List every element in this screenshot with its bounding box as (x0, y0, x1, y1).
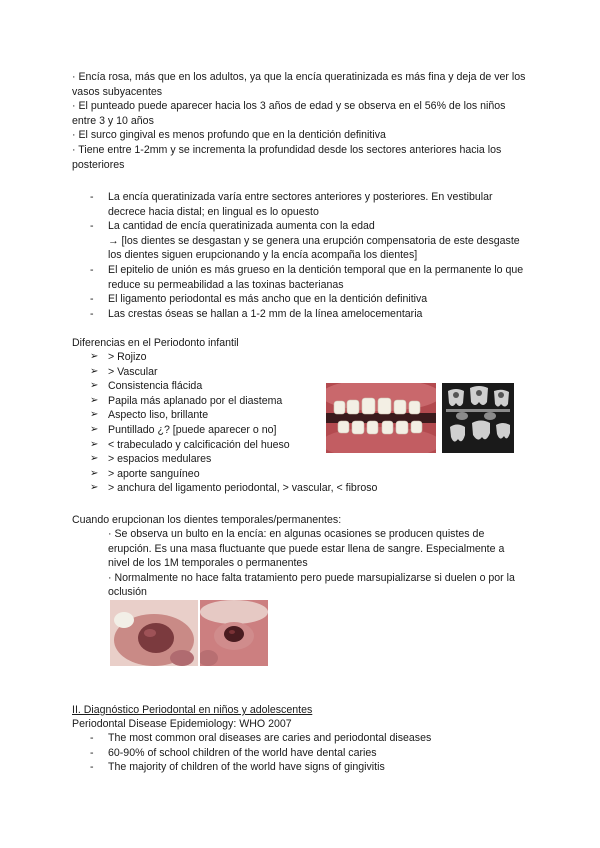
list-item: ➢ > Vascular (90, 365, 158, 378)
list-item: - Las crestas óseas se hallan a 1-2 mm de la línea amelocementaria (90, 307, 530, 322)
list-item: - La encía queratinizada varía entre sectores anteriores y posteriores. En vestibular decrece hacia distal; en lingual es lo opuesto (90, 190, 530, 219)
who-dash-list (90, 731, 530, 775)
erupcion-point: · Se observa un bulto en la encía: en algunas ocasiones se producen quistes de erupción. Es una masa fluctuante que puede estar llena de sangre. Especialmente a nivel de los 1M temporales o permanentes (108, 528, 505, 570)
list-item: ➢ > aporte sanguíneo (90, 467, 200, 480)
arrow-bullet-icon: ➢ (90, 409, 99, 421)
intro-line: · El punteado puede aparecer hacia los 3 años de edad y se observa en el 56% de los niños entre 3 y 10 años (72, 100, 506, 127)
erupcion-points (108, 527, 528, 600)
diferencias-list (90, 350, 378, 496)
list-item: ➢ > anchura del ligamento periodontal, > vascular, < fibroso (90, 482, 378, 495)
arrow-bullet-icon: ➢ (90, 482, 99, 494)
intro-line: · Encía rosa, más que en los adultos, ya que la encía queratinizada es más fina y deja de ver los vasos subyacentes (72, 71, 526, 98)
section-subheading: Periodontal Disease Epidemiology: WHO 2007 (72, 718, 292, 730)
list-item: ➢ Papila más aplanado por el diastema (90, 394, 283, 407)
arrow-bullet-icon: ➢ (90, 380, 99, 392)
list-item: - The most common oral diseases are caries and periodontal diseases (90, 731, 530, 746)
list-item: - El ligamento periodontal es más ancho que en la dentición definitiva (90, 292, 530, 307)
list-item: ➢ > Rojizo (90, 351, 147, 363)
arrow-bullet-icon: ➢ (90, 467, 99, 479)
list-item: ➢ Puntillado ¿? [puede aparecer o no] (90, 423, 277, 436)
list-item: - The majority of children of the world have signs of gingivitis (90, 760, 530, 775)
list-item: ➢ < trabeculado y calcificación del hueso (90, 438, 290, 451)
eruption-cyst-photo-2 (200, 600, 268, 666)
dental-xray-image (442, 383, 514, 453)
erupcion-title: Cuando erupcionan los dientes temporales/permanentes: (72, 514, 342, 526)
arrow-bullet-icon: ➢ (90, 394, 99, 406)
erupcion-point: · Normalmente no hace falta tratamiento pero puede marsupializarse si duelen o por la oclusión (108, 571, 515, 599)
arrow-bullet-icon: ➢ (90, 438, 99, 450)
diferencias-title: Diferencias en el Periodonto infantil (72, 337, 239, 349)
list-item: ➢ Consistencia flácida (90, 380, 203, 393)
intro-line: · El surco gingival es menos profundo que en la dentición definitiva (72, 129, 386, 142)
list-item: - El epitelio de unión es más grueso en la dentición temporal que en la permanente lo que reduce su permeabilidad a las toxinas bacterianas (90, 263, 530, 292)
gingiva-dash-list (90, 190, 530, 321)
intro-line: · Tiene entre 1-2mm y se incrementa la profundidad desde los sectores anteriores hacia los posteriores (72, 143, 502, 171)
arrow-bullet-icon: ➢ (90, 365, 99, 377)
intro-paragraphs (72, 70, 532, 172)
eruption-cyst-photo-1 (110, 600, 198, 666)
list-item: - La cantidad de encía queratinizada aumenta con la edad (90, 219, 530, 234)
section-heading: II. Diagnóstico Periodontal en niños y adolescentes (72, 704, 313, 716)
child-teeth-photo (326, 383, 436, 453)
list-item: ➢ > espacios medulares (90, 453, 212, 466)
arrow-bullet-icon: ➢ (90, 351, 99, 362)
arrow-bullet-icon: ➢ (90, 423, 99, 435)
list-item-continuation: → [los dientes se desgastan y se genera una erupción compensatoria de este desgaste los dientes siguen erupcionando y la encía acompaña los dientes] (108, 234, 520, 262)
arrow-bullet-icon: ➢ (90, 453, 99, 465)
list-item: - 60-90% of school children of the world have dental caries (90, 746, 530, 761)
list-item: ➢ Aspecto liso, brillante (90, 409, 209, 422)
